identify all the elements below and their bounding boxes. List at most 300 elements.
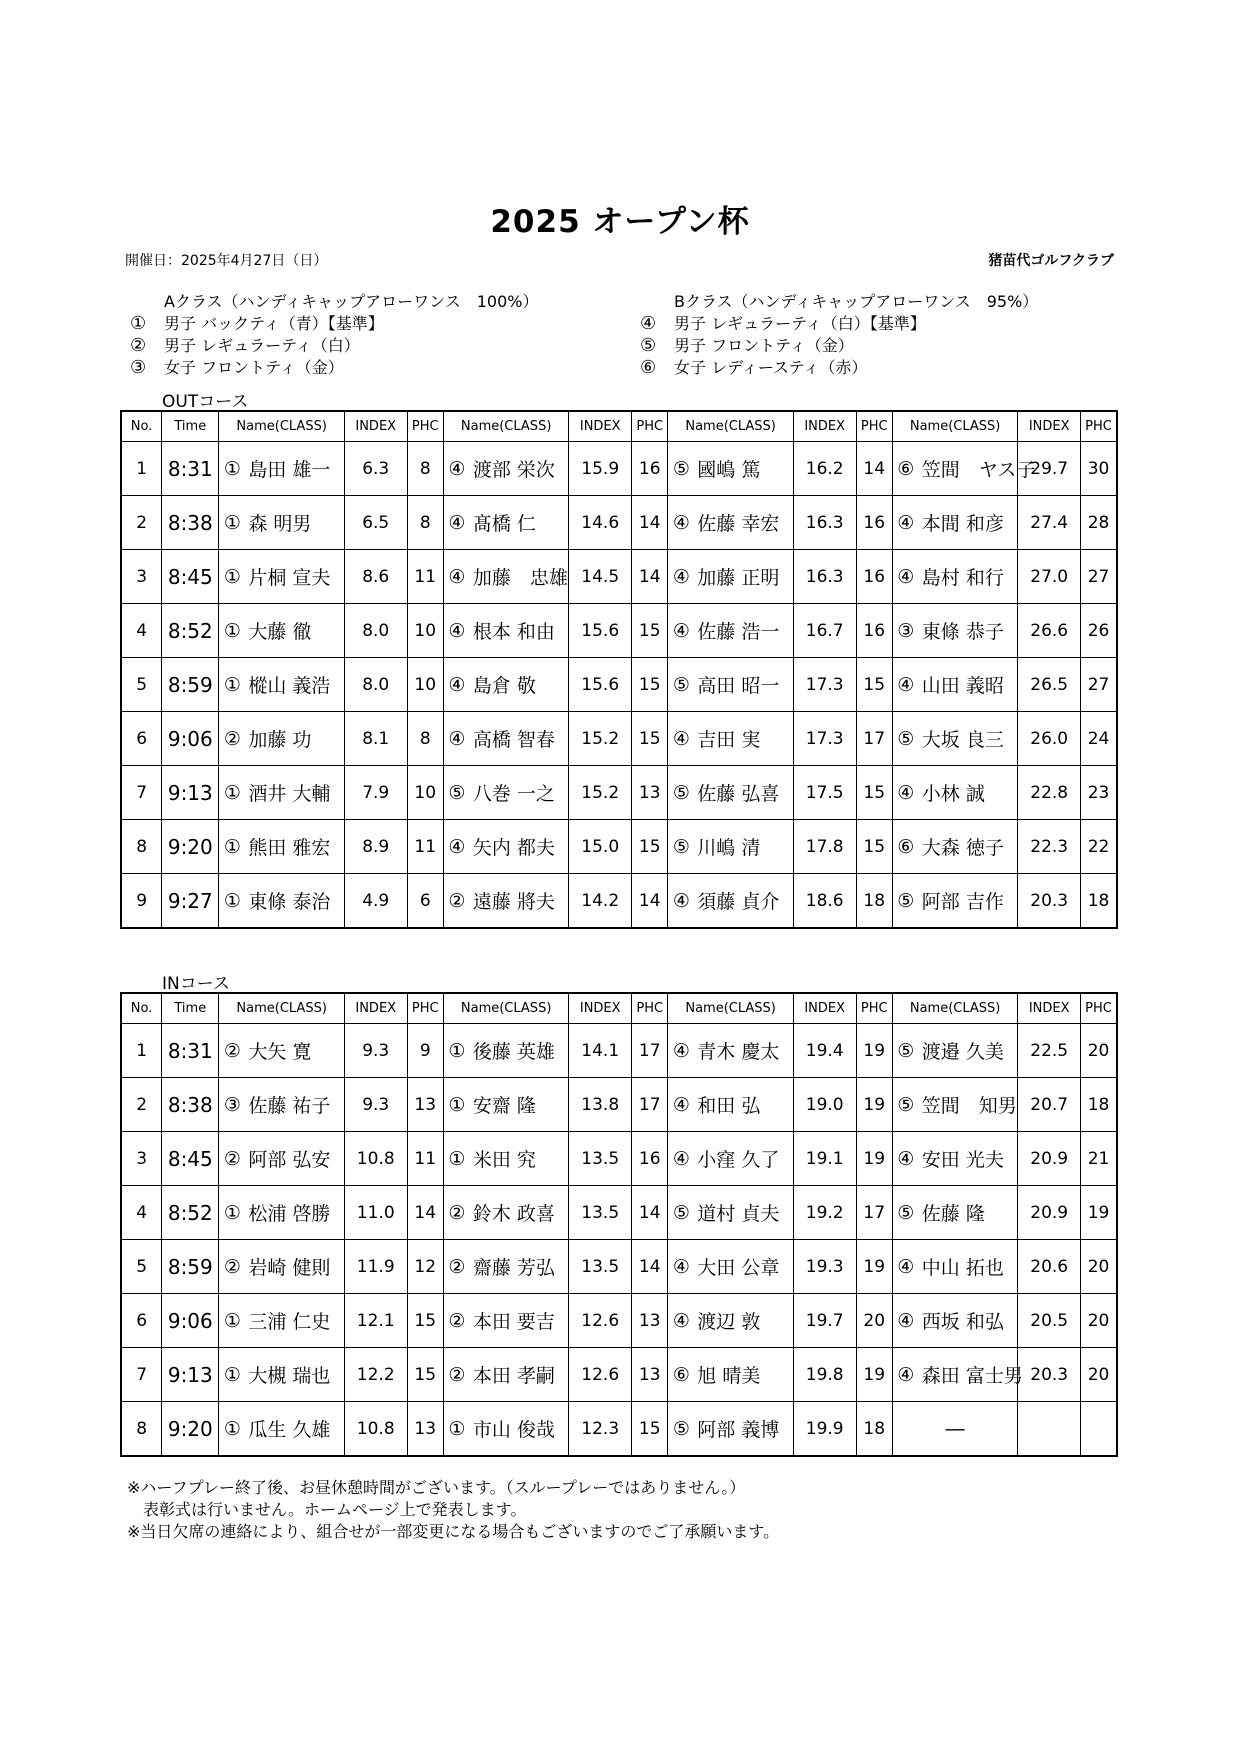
header-index: INDEX <box>344 411 407 442</box>
header-name: Name(CLASS) <box>219 411 344 442</box>
player-name: 佐藤 浩一 <box>694 604 793 658</box>
table-row <box>121 658 1117 712</box>
row-number: 4 <box>121 1186 162 1240</box>
player-name: 大坂 良三 <box>919 712 1018 766</box>
player-index: 8.6 <box>344 550 407 604</box>
header-index: INDEX <box>793 993 856 1024</box>
class-a-item <box>130 313 538 335</box>
player-class: ⑤ <box>892 874 918 929</box>
player-name: 岩崎 健則 <box>245 1240 344 1294</box>
player-index: 19.9 <box>793 1402 856 1457</box>
class-b-legend <box>640 291 1038 379</box>
notes <box>127 1477 779 1543</box>
player-index: 20.6 <box>1018 1240 1081 1294</box>
player-class: ④ <box>668 712 694 766</box>
header-name: Name(CLASS) <box>892 993 1017 1024</box>
player-class: ④ <box>443 658 469 712</box>
player-class: ⑥ <box>892 442 918 496</box>
player-class: ① <box>219 820 245 874</box>
row-number: 5 <box>121 658 162 712</box>
player-phc: 19 <box>856 1132 892 1186</box>
player-index: 20.3 <box>1018 874 1081 929</box>
player-class: ① <box>443 1024 469 1078</box>
player-class: ① <box>219 604 245 658</box>
player-class: ③ <box>892 604 918 658</box>
player-name: 瓜生 久雄 <box>245 1402 344 1457</box>
player-phc: 15 <box>632 658 668 712</box>
player-index: 17.8 <box>793 820 856 874</box>
player-phc: 13 <box>632 766 668 820</box>
player-phc: 16 <box>632 442 668 496</box>
player-index: 15.6 <box>569 658 632 712</box>
class-description: 男子 レギュラーティ（白） <box>164 336 360 355</box>
player-phc: 18 <box>1081 1078 1117 1132</box>
player-name: 旭 晴美 <box>694 1348 793 1402</box>
player-name: 國嶋 篤 <box>694 442 793 496</box>
tee-time: 9:20 <box>162 820 219 874</box>
header-phc: PHC <box>1081 993 1117 1024</box>
player-index: 20.7 <box>1018 1078 1081 1132</box>
tee-time: 9:20 <box>162 1402 219 1457</box>
player-class: ② <box>443 1294 469 1348</box>
player-class: ② <box>219 1132 245 1186</box>
header-time: Time <box>162 993 219 1024</box>
player-name: 渡邉 久美 <box>919 1024 1018 1078</box>
player-index: 16.3 <box>793 550 856 604</box>
player-index <box>1018 1402 1081 1457</box>
player-class: ② <box>219 1024 245 1078</box>
header-name: Name(CLASS) <box>892 411 1017 442</box>
player-name: 山田 義昭 <box>919 658 1018 712</box>
player-name: 小林 誠 <box>919 766 1018 820</box>
row-number: 9 <box>121 874 162 929</box>
player-phc: 20 <box>1081 1348 1117 1402</box>
player-name: 道村 貞夫 <box>694 1186 793 1240</box>
player-phc: 14 <box>407 1186 443 1240</box>
player-phc: 19 <box>1081 1186 1117 1240</box>
header-phc: PHC <box>1081 411 1117 442</box>
player-phc: 16 <box>856 496 892 550</box>
player-index: 15.0 <box>569 820 632 874</box>
player-index: 12.3 <box>569 1402 632 1457</box>
class-b-heading: Bクラス（ハンディキャップアローワンス 95%） <box>674 292 1039 311</box>
player-class: ④ <box>668 1078 694 1132</box>
tee-time: 8:31 <box>162 1024 219 1078</box>
player-phc: 22 <box>1081 820 1117 874</box>
player-phc: 16 <box>632 1132 668 1186</box>
player-name: 髙橋 仁 <box>470 496 569 550</box>
player-name: 大藤 徹 <box>245 604 344 658</box>
player-index: 19.8 <box>793 1348 856 1402</box>
player-class: ⑤ <box>443 766 469 820</box>
player-index: 19.1 <box>793 1132 856 1186</box>
player-name: 佐藤 幸宏 <box>694 496 793 550</box>
player-phc: 10 <box>407 604 443 658</box>
player-name: 川嶋 清 <box>694 820 793 874</box>
table-row <box>121 604 1117 658</box>
player-phc: 14 <box>632 550 668 604</box>
row-number: 6 <box>121 712 162 766</box>
class-a-legend <box>130 291 538 379</box>
header-name: Name(CLASS) <box>219 993 344 1024</box>
player-class: ⑤ <box>668 1186 694 1240</box>
player-phc: 14 <box>632 496 668 550</box>
player-index: 8.0 <box>344 604 407 658</box>
header-name: Name(CLASS) <box>668 411 793 442</box>
player-class: ② <box>443 1186 469 1240</box>
player-index: 26.5 <box>1018 658 1081 712</box>
tee-time: 9:27 <box>162 874 219 929</box>
player-class: ④ <box>443 442 469 496</box>
player-phc: 13 <box>407 1078 443 1132</box>
row-number: 2 <box>121 496 162 550</box>
player-name: 青木 慶太 <box>694 1024 793 1078</box>
player-index: 19.2 <box>793 1186 856 1240</box>
player-class: ④ <box>892 766 918 820</box>
player-index: 12.2 <box>344 1348 407 1402</box>
header-index: INDEX <box>793 411 856 442</box>
player-index: 17.3 <box>793 712 856 766</box>
player-name: 西坂 和弘 <box>919 1294 1018 1348</box>
player-class: ⑤ <box>668 1402 694 1457</box>
player-index: 4.9 <box>344 874 407 929</box>
player-name: 遠藤 將夫 <box>470 874 569 929</box>
player-phc: 15 <box>632 1402 668 1457</box>
tee-time: 8:59 <box>162 658 219 712</box>
table-row <box>121 766 1117 820</box>
player-index: 13.5 <box>569 1240 632 1294</box>
player-class: ① <box>219 1294 245 1348</box>
header-phc: PHC <box>407 993 443 1024</box>
class-number: ⑤ <box>640 335 657 356</box>
player-index: 8.1 <box>344 712 407 766</box>
tee-time: 8:45 <box>162 550 219 604</box>
player-index: 16.2 <box>793 442 856 496</box>
player-phc: 16 <box>856 550 892 604</box>
player-index: 26.6 <box>1018 604 1081 658</box>
player-phc: 16 <box>856 604 892 658</box>
player-class: ④ <box>892 550 918 604</box>
player-index: 9.3 <box>344 1024 407 1078</box>
header-name: Name(CLASS) <box>443 993 568 1024</box>
player-index: 20.5 <box>1018 1294 1081 1348</box>
player-phc: 23 <box>1081 766 1117 820</box>
player-class: ② <box>443 874 469 929</box>
player-phc <box>1081 1402 1117 1457</box>
player-name: 高田 昭一 <box>694 658 793 712</box>
player-index: 19.0 <box>793 1078 856 1132</box>
player-phc: 15 <box>407 1348 443 1402</box>
player-index: 14.5 <box>569 550 632 604</box>
player-name: 笠間 知男 <box>919 1078 1018 1132</box>
tee-time: 8:45 <box>162 1132 219 1186</box>
player-index: 15.2 <box>569 712 632 766</box>
player-phc: 14 <box>632 874 668 929</box>
class-a-heading: Aクラス（ハンディキャップアローワンス 100%） <box>164 292 539 311</box>
player-index: 10.8 <box>344 1402 407 1457</box>
header-time: Time <box>162 411 219 442</box>
player-name: 大槻 瑞也 <box>245 1348 344 1402</box>
header-no: No. <box>121 993 162 1024</box>
player-phc: 8 <box>407 442 443 496</box>
player-class: ② <box>219 1240 245 1294</box>
player-index: 20.9 <box>1018 1132 1081 1186</box>
player-name: 八巻 一之 <box>470 766 569 820</box>
player-class: ⑤ <box>892 712 918 766</box>
header-row <box>121 411 1117 442</box>
player-index: 16.3 <box>793 496 856 550</box>
tee-time: 9:13 <box>162 1348 219 1402</box>
class-description: 女子 レディースティ（赤） <box>674 358 868 377</box>
player-index: 17.5 <box>793 766 856 820</box>
player-name: 東條 泰治 <box>245 874 344 929</box>
player-class: ③ <box>219 1078 245 1132</box>
player-phc: 15 <box>856 658 892 712</box>
player-name: 阿部 吉作 <box>919 874 1018 929</box>
header-phc: PHC <box>632 411 668 442</box>
player-class: ⑤ <box>892 1024 918 1078</box>
player-class: ② <box>219 712 245 766</box>
player-class: ⑤ <box>892 1078 918 1132</box>
player-name: 加藤 功 <box>245 712 344 766</box>
player-index: 18.6 <box>793 874 856 929</box>
player-index: 16.7 <box>793 604 856 658</box>
player-name: 渡辺 敦 <box>694 1294 793 1348</box>
class-number: ③ <box>130 357 147 378</box>
player-name: 小窪 久了 <box>694 1132 793 1186</box>
class-description: 男子 レギュラーティ（白）【基準】 <box>674 314 926 333</box>
player-phc: 17 <box>856 1186 892 1240</box>
player-name: 森田 富士男 <box>919 1348 1018 1402</box>
header-name: Name(CLASS) <box>668 993 793 1024</box>
player-index: 17.3 <box>793 658 856 712</box>
event-date: 開催日：2025年4月27日（日） <box>125 253 328 269</box>
player-phc: 26 <box>1081 604 1117 658</box>
empty-slot: ― <box>892 1402 1017 1457</box>
player-name: 加藤 忠雄 <box>470 550 569 604</box>
player-class: ④ <box>443 496 469 550</box>
player-class: ① <box>443 1402 469 1457</box>
player-index: 19.4 <box>793 1024 856 1078</box>
player-class: ⑤ <box>668 442 694 496</box>
player-name: 中山 拓也 <box>919 1240 1018 1294</box>
class-description: 男子 フロントティ（金） <box>674 336 854 355</box>
player-phc: 10 <box>407 658 443 712</box>
player-index: 13.5 <box>569 1132 632 1186</box>
player-class: ⑤ <box>668 658 694 712</box>
page-title: 2025 オープン杯 <box>490 204 750 240</box>
player-class: ④ <box>443 820 469 874</box>
row-number: 5 <box>121 1240 162 1294</box>
player-index: 26.0 <box>1018 712 1081 766</box>
player-phc: 28 <box>1081 496 1117 550</box>
player-phc: 15 <box>632 604 668 658</box>
header-row <box>121 993 1117 1024</box>
header-phc: PHC <box>856 411 892 442</box>
player-class: ① <box>219 496 245 550</box>
player-index: 20.9 <box>1018 1186 1081 1240</box>
player-phc: 11 <box>407 550 443 604</box>
player-class: ④ <box>668 604 694 658</box>
player-class: ④ <box>892 1132 918 1186</box>
player-index: 22.5 <box>1018 1024 1081 1078</box>
player-class: ⑤ <box>668 766 694 820</box>
class-b-item <box>640 357 1038 379</box>
player-phc: 19 <box>856 1348 892 1402</box>
player-name: 本田 孝嗣 <box>470 1348 569 1402</box>
player-class: ⑥ <box>668 1348 694 1402</box>
player-name: 東條 恭子 <box>919 604 1018 658</box>
player-index: 13.5 <box>569 1186 632 1240</box>
player-class: ① <box>219 874 245 929</box>
player-phc: 14 <box>856 442 892 496</box>
player-index: 11.0 <box>344 1186 407 1240</box>
player-name: 笠間 ヤス子 <box>919 442 1018 496</box>
player-class: ④ <box>892 496 918 550</box>
tee-time: 8:52 <box>162 604 219 658</box>
player-name: 大森 徳子 <box>919 820 1018 874</box>
player-name: 米田 究 <box>470 1132 569 1186</box>
player-index: 13.8 <box>569 1078 632 1132</box>
tee-time: 8:38 <box>162 496 219 550</box>
header-index: INDEX <box>569 411 632 442</box>
class-b-item <box>640 313 1038 335</box>
player-index: 22.8 <box>1018 766 1081 820</box>
player-class: ④ <box>668 550 694 604</box>
player-class: ④ <box>443 604 469 658</box>
table-row <box>121 1132 1117 1186</box>
row-number: 8 <box>121 820 162 874</box>
player-index: 15.9 <box>569 442 632 496</box>
player-phc: 30 <box>1081 442 1117 496</box>
header-index: INDEX <box>1018 411 1081 442</box>
player-phc: 6 <box>407 874 443 929</box>
row-number: 3 <box>121 1132 162 1186</box>
player-phc: 24 <box>1081 712 1117 766</box>
player-index: 27.0 <box>1018 550 1081 604</box>
tee-time: 9:06 <box>162 712 219 766</box>
player-phc: 11 <box>407 1132 443 1186</box>
row-number: 7 <box>121 766 162 820</box>
player-class: ④ <box>668 1132 694 1186</box>
player-class: ⑤ <box>892 1186 918 1240</box>
class-number: ① <box>130 313 147 334</box>
table-row <box>121 442 1117 496</box>
player-phc: 8 <box>407 496 443 550</box>
player-phc: 18 <box>856 1402 892 1457</box>
player-name: 島村 和行 <box>919 550 1018 604</box>
player-phc: 20 <box>856 1294 892 1348</box>
player-class: ① <box>219 1186 245 1240</box>
table-row <box>121 1078 1117 1132</box>
player-phc: 14 <box>632 1186 668 1240</box>
player-name: 阿部 義博 <box>694 1402 793 1457</box>
player-phc: 15 <box>632 712 668 766</box>
player-phc: 17 <box>856 712 892 766</box>
player-name: 三浦 仁史 <box>245 1294 344 1348</box>
player-phc: 15 <box>632 820 668 874</box>
player-name: 吉田 実 <box>694 712 793 766</box>
player-name: 酒井 大輔 <box>245 766 344 820</box>
player-index: 12.6 <box>569 1294 632 1348</box>
class-description: 女子 フロントティ（金） <box>164 358 344 377</box>
in-course-table <box>120 992 1118 1457</box>
player-phc: 12 <box>407 1240 443 1294</box>
tee-time: 9:13 <box>162 766 219 820</box>
table-row <box>121 820 1117 874</box>
player-phc: 11 <box>407 820 443 874</box>
player-phc: 15 <box>856 766 892 820</box>
player-name: 大矢 寛 <box>245 1024 344 1078</box>
player-class: ⑤ <box>668 820 694 874</box>
player-name: 和田 弘 <box>694 1078 793 1132</box>
player-phc: 8 <box>407 712 443 766</box>
class-a-item <box>130 335 538 357</box>
player-class: ② <box>443 1240 469 1294</box>
player-class: ① <box>219 550 245 604</box>
row-number: 4 <box>121 604 162 658</box>
class-b-item <box>640 335 1038 357</box>
header-index: INDEX <box>1018 993 1081 1024</box>
row-number: 2 <box>121 1078 162 1132</box>
player-class: ④ <box>892 1240 918 1294</box>
player-phc: 27 <box>1081 658 1117 712</box>
player-class: ④ <box>892 1294 918 1348</box>
player-name: 松浦 啓勝 <box>245 1186 344 1240</box>
player-index: 20.3 <box>1018 1348 1081 1402</box>
player-index: 19.7 <box>793 1294 856 1348</box>
header-name: Name(CLASS) <box>443 411 568 442</box>
table-row <box>121 550 1117 604</box>
player-phc: 17 <box>632 1024 668 1078</box>
in-course-label: INコース <box>162 974 230 994</box>
player-phc: 20 <box>1081 1240 1117 1294</box>
player-phc: 15 <box>407 1294 443 1348</box>
table-row <box>121 1024 1117 1078</box>
row-number: 1 <box>121 442 162 496</box>
player-name: 須藤 貞介 <box>694 874 793 929</box>
player-name: 本田 要吉 <box>470 1294 569 1348</box>
player-class: ① <box>219 766 245 820</box>
note-line: 表彰式は行いません。ホームページ上で発表します。 <box>127 1500 527 1519</box>
header-index: INDEX <box>569 993 632 1024</box>
player-name: 阿部 弘安 <box>245 1132 344 1186</box>
out-course-label: OUTコース <box>162 392 249 412</box>
player-class: ① <box>219 658 245 712</box>
player-name: 島田 雄一 <box>245 442 344 496</box>
player-phc: 19 <box>856 1240 892 1294</box>
player-index: 8.9 <box>344 820 407 874</box>
class-number: ⑥ <box>640 357 657 378</box>
tee-time: 8:52 <box>162 1186 219 1240</box>
tee-time: 8:31 <box>162 442 219 496</box>
table-row <box>121 1294 1117 1348</box>
player-index: 22.3 <box>1018 820 1081 874</box>
player-class: ① <box>219 442 245 496</box>
player-name: 島倉 敬 <box>470 658 569 712</box>
player-class: ④ <box>668 1240 694 1294</box>
player-name: 齋藤 芳弘 <box>470 1240 569 1294</box>
table-row <box>121 1240 1117 1294</box>
player-index: 14.6 <box>569 496 632 550</box>
player-index: 15.2 <box>569 766 632 820</box>
header-index: INDEX <box>344 993 407 1024</box>
table-row <box>121 1348 1117 1402</box>
player-name: 大田 公章 <box>694 1240 793 1294</box>
note-line: ※ハーフプレー終了後、お昼休憩時間がございます。（スループレーではありません。） <box>127 1478 746 1497</box>
header-no: No. <box>121 411 162 442</box>
player-index: 9.3 <box>344 1078 407 1132</box>
